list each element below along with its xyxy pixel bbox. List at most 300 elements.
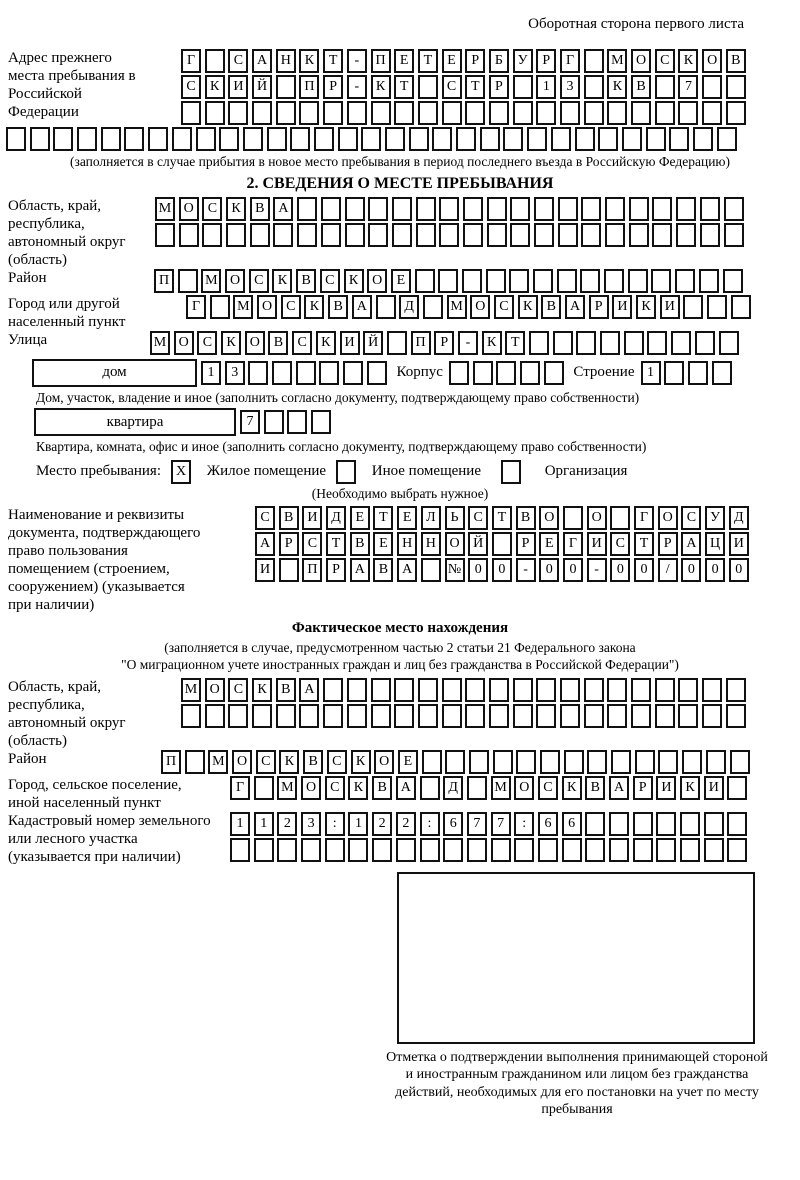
char-cell[interactable]: П xyxy=(411,331,431,355)
char-cell[interactable] xyxy=(338,127,358,151)
char-cell[interactable]: И xyxy=(228,75,248,99)
char-cell[interactable]: Т xyxy=(492,506,512,530)
char-cell[interactable] xyxy=(467,776,487,800)
char-cell[interactable] xyxy=(418,75,438,99)
char-cell[interactable]: 0 xyxy=(634,558,654,582)
char-cell[interactable] xyxy=(611,750,631,774)
char-cell[interactable]: К xyxy=(636,295,656,319)
char-cell[interactable] xyxy=(664,361,684,385)
char-cell[interactable]: А xyxy=(352,295,372,319)
char-cell[interactable] xyxy=(276,101,296,125)
char-cell[interactable]: О xyxy=(257,295,277,319)
char-cell[interactable] xyxy=(347,678,367,702)
char-cell[interactable]: 6 xyxy=(443,812,463,836)
char-cell[interactable] xyxy=(628,269,648,293)
char-cell[interactable] xyxy=(560,704,580,728)
char-cell[interactable] xyxy=(699,269,719,293)
char-cell[interactable] xyxy=(202,223,222,247)
char-cell[interactable]: Н xyxy=(276,49,296,73)
char-cell[interactable] xyxy=(536,678,556,702)
char-cell[interactable] xyxy=(480,127,500,151)
char-cell[interactable]: И xyxy=(340,331,360,355)
char-cell[interactable] xyxy=(77,127,97,151)
char-cell[interactable]: К xyxy=(348,776,368,800)
char-cell[interactable] xyxy=(181,101,201,125)
char-cell[interactable] xyxy=(584,49,604,73)
char-cell[interactable] xyxy=(343,361,363,385)
char-cell[interactable]: М xyxy=(208,750,228,774)
char-cell[interactable]: - xyxy=(347,75,367,99)
char-cell[interactable]: Л xyxy=(421,506,441,530)
char-cell[interactable] xyxy=(368,223,388,247)
char-cell[interactable]: Р xyxy=(323,75,343,99)
char-cell[interactable] xyxy=(250,223,270,247)
char-cell[interactable]: П xyxy=(154,269,174,293)
char-cell[interactable] xyxy=(325,838,345,862)
char-cell[interactable]: М xyxy=(607,49,627,73)
char-cell[interactable] xyxy=(273,223,293,247)
char-cell[interactable] xyxy=(473,361,493,385)
char-cell[interactable] xyxy=(394,704,414,728)
char-cell[interactable] xyxy=(347,704,367,728)
char-cell[interactable]: В xyxy=(276,678,296,702)
char-cell[interactable]: 3 xyxy=(301,812,321,836)
char-cell[interactable]: К xyxy=(680,776,700,800)
char-cell[interactable]: А xyxy=(255,532,275,556)
char-cell[interactable] xyxy=(557,269,577,293)
char-cell[interactable]: К xyxy=(299,49,319,73)
char-cell[interactable] xyxy=(669,127,689,151)
char-cell[interactable]: - xyxy=(347,49,367,73)
char-cell[interactable] xyxy=(491,838,511,862)
char-cell[interactable] xyxy=(513,704,533,728)
char-cell[interactable]: С xyxy=(494,295,514,319)
char-cell[interactable]: А xyxy=(299,678,319,702)
char-cell[interactable] xyxy=(629,197,649,221)
char-cell[interactable] xyxy=(205,704,225,728)
char-cell[interactable] xyxy=(727,776,747,800)
char-cell[interactable] xyxy=(181,704,201,728)
char-cell[interactable] xyxy=(584,678,604,702)
char-cell[interactable] xyxy=(678,101,698,125)
char-cell[interactable] xyxy=(185,750,205,774)
char-cell[interactable] xyxy=(299,704,319,728)
char-cell[interactable] xyxy=(671,331,691,355)
char-cell[interactable] xyxy=(629,223,649,247)
char-cell[interactable] xyxy=(726,704,746,728)
char-cell[interactable]: О xyxy=(658,506,678,530)
char-cell[interactable] xyxy=(607,678,627,702)
char-cell[interactable]: К xyxy=(272,269,292,293)
char-cell[interactable] xyxy=(655,704,675,728)
char-cell[interactable]: С xyxy=(249,269,269,293)
char-cell[interactable]: О xyxy=(539,506,559,530)
char-cell[interactable] xyxy=(392,223,412,247)
char-cell[interactable] xyxy=(439,223,459,247)
char-cell[interactable]: Ь xyxy=(445,506,465,530)
char-cell[interactable]: М xyxy=(201,269,221,293)
char-cell[interactable] xyxy=(510,197,530,221)
char-cell[interactable] xyxy=(124,127,144,151)
char-cell[interactable] xyxy=(486,269,506,293)
char-cell[interactable]: В xyxy=(516,506,536,530)
char-cell[interactable] xyxy=(533,269,553,293)
char-cell[interactable]: 6 xyxy=(538,812,558,836)
char-cell[interactable]: 1 xyxy=(536,75,556,99)
char-cell[interactable] xyxy=(172,127,192,151)
char-cell[interactable] xyxy=(658,750,678,774)
char-cell[interactable]: - xyxy=(458,331,478,355)
char-cell[interactable]: С xyxy=(655,49,675,73)
char-cell[interactable] xyxy=(510,223,530,247)
char-cell[interactable]: А xyxy=(681,532,701,556)
char-cell[interactable]: С xyxy=(302,532,322,556)
char-cell[interactable] xyxy=(420,776,440,800)
char-cell[interactable] xyxy=(290,127,310,151)
char-cell[interactable]: О xyxy=(470,295,490,319)
char-cell[interactable]: 7 xyxy=(491,812,511,836)
char-cell[interactable] xyxy=(631,678,651,702)
char-cell[interactable] xyxy=(487,197,507,221)
char-cell[interactable] xyxy=(456,127,476,151)
char-cell[interactable]: 0 xyxy=(539,558,559,582)
char-cell[interactable]: М xyxy=(150,331,170,355)
char-cell[interactable] xyxy=(53,127,73,151)
char-cell[interactable]: К xyxy=(221,331,241,355)
char-cell[interactable]: К xyxy=(518,295,538,319)
char-cell[interactable] xyxy=(276,704,296,728)
char-cell[interactable] xyxy=(219,127,239,151)
char-cell[interactable]: В xyxy=(373,558,393,582)
char-cell[interactable]: Й xyxy=(252,75,272,99)
char-cell[interactable] xyxy=(254,776,274,800)
char-cell[interactable]: № xyxy=(445,558,465,582)
char-cell[interactable] xyxy=(655,75,675,99)
char-cell[interactable]: 0 xyxy=(705,558,725,582)
char-cell[interactable] xyxy=(656,838,676,862)
char-cell[interactable] xyxy=(726,678,746,702)
char-cell[interactable]: К xyxy=(562,776,582,800)
char-cell[interactable]: С xyxy=(281,295,301,319)
char-cell[interactable] xyxy=(371,101,391,125)
char-cell[interactable]: А xyxy=(609,776,629,800)
char-cell[interactable]: О xyxy=(514,776,534,800)
char-cell[interactable]: Г xyxy=(560,49,580,73)
char-cell[interactable] xyxy=(272,361,292,385)
char-cell[interactable]: С xyxy=(442,75,462,99)
char-cell[interactable]: Р xyxy=(658,532,678,556)
char-cell[interactable] xyxy=(680,838,700,862)
char-cell[interactable] xyxy=(652,197,672,221)
char-cell[interactable] xyxy=(563,506,583,530)
char-cell[interactable] xyxy=(296,361,316,385)
char-cell[interactable] xyxy=(445,750,465,774)
char-cell[interactable] xyxy=(676,197,696,221)
char-cell[interactable] xyxy=(423,295,443,319)
char-cell[interactable] xyxy=(540,750,560,774)
char-cell[interactable] xyxy=(558,223,578,247)
char-cell[interactable]: Т xyxy=(634,532,654,556)
char-cell[interactable]: О xyxy=(445,532,465,556)
char-cell[interactable] xyxy=(179,223,199,247)
char-cell[interactable] xyxy=(584,704,604,728)
char-cell[interactable]: О xyxy=(631,49,651,73)
char-cell[interactable] xyxy=(416,223,436,247)
char-cell[interactable]: : xyxy=(420,812,440,836)
char-cell[interactable]: В xyxy=(585,776,605,800)
char-cell[interactable] xyxy=(560,101,580,125)
char-cell[interactable]: В xyxy=(296,269,316,293)
char-cell[interactable] xyxy=(387,331,407,355)
char-cell[interactable]: В xyxy=(350,532,370,556)
char-cell[interactable]: Г xyxy=(186,295,206,319)
char-cell[interactable] xyxy=(587,750,607,774)
char-cell[interactable] xyxy=(702,75,722,99)
char-cell[interactable] xyxy=(416,197,436,221)
char-cell[interactable] xyxy=(465,678,485,702)
char-cell[interactable]: М xyxy=(447,295,467,319)
char-cell[interactable]: С xyxy=(181,75,201,99)
char-cell[interactable] xyxy=(299,101,319,125)
char-cell[interactable] xyxy=(553,331,573,355)
char-cell[interactable]: А xyxy=(273,197,293,221)
char-cell[interactable] xyxy=(439,197,459,221)
char-cell[interactable] xyxy=(442,101,462,125)
char-cell[interactable] xyxy=(361,127,381,151)
char-cell[interactable] xyxy=(432,127,452,151)
char-cell[interactable] xyxy=(581,223,601,247)
char-cell[interactable] xyxy=(421,558,441,582)
char-cell[interactable] xyxy=(420,838,440,862)
checkbox[interactable] xyxy=(501,460,521,484)
char-cell[interactable] xyxy=(655,101,675,125)
char-cell[interactable] xyxy=(609,812,629,836)
char-cell[interactable] xyxy=(449,361,469,385)
char-cell[interactable] xyxy=(311,410,331,434)
char-cell[interactable]: С xyxy=(327,750,347,774)
char-cell[interactable] xyxy=(30,127,50,151)
char-cell[interactable] xyxy=(442,704,462,728)
char-cell[interactable]: 0 xyxy=(681,558,701,582)
char-cell[interactable]: / xyxy=(658,558,678,582)
char-cell[interactable] xyxy=(321,197,341,221)
char-cell[interactable] xyxy=(101,127,121,151)
char-cell[interactable] xyxy=(496,361,516,385)
char-cell[interactable]: 0 xyxy=(729,558,749,582)
char-cell[interactable] xyxy=(368,197,388,221)
char-cell[interactable] xyxy=(576,331,596,355)
char-cell[interactable] xyxy=(604,269,624,293)
char-cell[interactable]: С xyxy=(255,506,275,530)
char-cell[interactable]: В xyxy=(303,750,323,774)
char-cell[interactable] xyxy=(418,678,438,702)
char-cell[interactable] xyxy=(254,838,274,862)
char-cell[interactable] xyxy=(462,269,482,293)
char-cell[interactable]: К xyxy=(351,750,371,774)
char-cell[interactable] xyxy=(323,678,343,702)
char-cell[interactable] xyxy=(655,678,675,702)
char-cell[interactable]: В xyxy=(631,75,651,99)
char-cell[interactable] xyxy=(489,678,509,702)
char-cell[interactable] xyxy=(631,101,651,125)
char-cell[interactable] xyxy=(600,331,620,355)
char-cell[interactable]: С xyxy=(468,506,488,530)
char-cell[interactable]: Б xyxy=(489,49,509,73)
char-cell[interactable] xyxy=(463,223,483,247)
char-cell[interactable] xyxy=(155,223,175,247)
char-cell[interactable] xyxy=(376,295,396,319)
char-cell[interactable]: Е xyxy=(350,506,370,530)
char-cell[interactable] xyxy=(700,223,720,247)
char-cell[interactable]: Р xyxy=(279,532,299,556)
char-cell[interactable]: И xyxy=(704,776,724,800)
char-cell[interactable] xyxy=(345,223,365,247)
char-cell[interactable] xyxy=(492,532,512,556)
char-cell[interactable]: В xyxy=(541,295,561,319)
char-cell[interactable]: 1 xyxy=(254,812,274,836)
char-cell[interactable] xyxy=(301,838,321,862)
char-cell[interactable] xyxy=(585,812,605,836)
char-cell[interactable] xyxy=(719,331,739,355)
char-cell[interactable] xyxy=(509,269,529,293)
char-cell[interactable]: О xyxy=(179,197,199,221)
char-cell[interactable] xyxy=(704,838,724,862)
char-cell[interactable]: Е xyxy=(373,532,393,556)
char-cell[interactable]: Р xyxy=(465,49,485,73)
char-cell[interactable]: Е xyxy=(397,506,417,530)
char-cell[interactable]: Н xyxy=(397,532,417,556)
char-cell[interactable]: П xyxy=(371,49,391,73)
checkbox[interactable]: X xyxy=(171,460,191,484)
char-cell[interactable]: Й xyxy=(468,532,488,556)
char-cell[interactable]: - xyxy=(516,558,536,582)
char-cell[interactable]: К xyxy=(678,49,698,73)
char-cell[interactable]: С xyxy=(610,532,630,556)
char-cell[interactable] xyxy=(516,750,536,774)
char-cell[interactable]: К xyxy=(344,269,364,293)
char-cell[interactable]: Е xyxy=(394,49,414,73)
char-cell[interactable]: Р xyxy=(536,49,556,73)
char-cell[interactable]: А xyxy=(565,295,585,319)
char-cell[interactable] xyxy=(534,197,554,221)
char-cell[interactable]: И xyxy=(587,532,607,556)
char-cell[interactable] xyxy=(702,704,722,728)
char-cell[interactable] xyxy=(610,506,630,530)
char-cell[interactable]: И xyxy=(302,506,322,530)
char-cell[interactable] xyxy=(467,838,487,862)
char-cell[interactable]: К xyxy=(482,331,502,355)
char-cell[interactable] xyxy=(584,101,604,125)
char-cell[interactable] xyxy=(228,101,248,125)
char-cell[interactable]: П xyxy=(161,750,181,774)
char-cell[interactable] xyxy=(675,269,695,293)
char-cell[interactable] xyxy=(527,127,547,151)
char-cell[interactable]: В xyxy=(279,506,299,530)
char-cell[interactable]: 0 xyxy=(563,558,583,582)
char-cell[interactable]: 1 xyxy=(641,361,661,385)
char-cell[interactable]: Е xyxy=(391,269,411,293)
char-cell[interactable] xyxy=(372,838,392,862)
char-cell[interactable]: О xyxy=(587,506,607,530)
char-cell[interactable] xyxy=(707,295,727,319)
char-cell[interactable] xyxy=(693,127,713,151)
char-cell[interactable] xyxy=(575,127,595,151)
char-cell[interactable]: 7 xyxy=(240,410,260,434)
char-cell[interactable] xyxy=(230,838,250,862)
char-cell[interactable] xyxy=(558,197,578,221)
char-cell[interactable]: Р xyxy=(516,532,536,556)
char-cell[interactable]: Г xyxy=(230,776,250,800)
char-cell[interactable]: У xyxy=(513,49,533,73)
char-cell[interactable] xyxy=(624,331,644,355)
char-cell[interactable] xyxy=(656,812,676,836)
char-cell[interactable]: Р xyxy=(489,75,509,99)
char-cell[interactable]: У xyxy=(705,506,725,530)
char-cell[interactable] xyxy=(651,269,671,293)
char-cell[interactable] xyxy=(607,704,627,728)
char-cell[interactable]: С xyxy=(538,776,558,800)
char-cell[interactable]: 1 xyxy=(348,812,368,836)
char-cell[interactable] xyxy=(321,223,341,247)
char-cell[interactable]: К xyxy=(304,295,324,319)
char-cell[interactable] xyxy=(243,127,263,151)
char-cell[interactable] xyxy=(367,361,387,385)
char-cell[interactable] xyxy=(489,101,509,125)
char-cell[interactable]: М xyxy=(233,295,253,319)
char-cell[interactable]: Д xyxy=(326,506,346,530)
char-cell[interactable]: П xyxy=(299,75,319,99)
char-cell[interactable]: Г xyxy=(563,532,583,556)
char-cell[interactable] xyxy=(323,704,343,728)
char-cell[interactable]: Г xyxy=(181,49,201,73)
char-cell[interactable]: О xyxy=(232,750,252,774)
char-cell[interactable]: О xyxy=(174,331,194,355)
char-cell[interactable]: С xyxy=(197,331,217,355)
char-cell[interactable]: Р xyxy=(633,776,653,800)
char-cell[interactable]: Т xyxy=(373,506,393,530)
char-cell[interactable] xyxy=(297,197,317,221)
char-cell[interactable]: К xyxy=(371,75,391,99)
char-cell[interactable]: Т xyxy=(418,49,438,73)
char-cell[interactable] xyxy=(267,127,287,151)
char-cell[interactable]: В xyxy=(268,331,288,355)
char-cell[interactable] xyxy=(463,197,483,221)
char-cell[interactable] xyxy=(717,127,737,151)
char-cell[interactable]: Е xyxy=(398,750,418,774)
char-cell[interactable]: С xyxy=(325,776,345,800)
char-cell[interactable] xyxy=(442,678,462,702)
char-cell[interactable] xyxy=(345,197,365,221)
char-cell[interactable] xyxy=(678,704,698,728)
char-cell[interactable]: В xyxy=(328,295,348,319)
char-cell[interactable]: 7 xyxy=(678,75,698,99)
char-cell[interactable]: О xyxy=(205,678,225,702)
char-cell[interactable] xyxy=(680,812,700,836)
char-cell[interactable] xyxy=(469,750,489,774)
char-cell[interactable] xyxy=(688,361,708,385)
char-cell[interactable] xyxy=(609,838,629,862)
char-cell[interactable] xyxy=(520,361,540,385)
char-cell[interactable] xyxy=(646,127,666,151)
char-cell[interactable] xyxy=(297,223,317,247)
char-cell[interactable]: Й xyxy=(363,331,383,355)
char-cell[interactable]: Д xyxy=(399,295,419,319)
char-cell[interactable] xyxy=(392,197,412,221)
char-cell[interactable] xyxy=(347,101,367,125)
char-cell[interactable]: С xyxy=(228,678,248,702)
char-cell[interactable] xyxy=(513,75,533,99)
char-cell[interactable] xyxy=(704,812,724,836)
